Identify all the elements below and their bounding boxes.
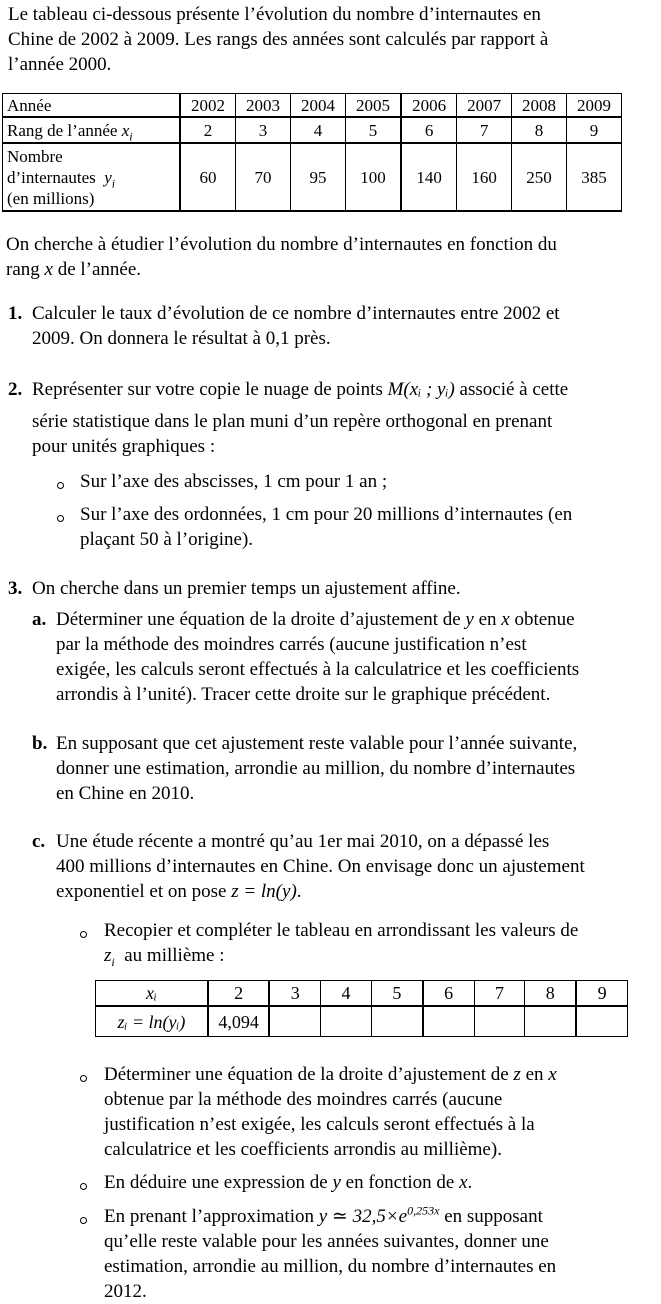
year-cell: 2006	[401, 94, 457, 118]
bullet-item	[80, 502, 572, 552]
bullet-item	[104, 1170, 472, 1195]
table-row-ranks	[96, 981, 628, 1007]
bullet-item	[104, 918, 578, 968]
question-line: exigée, les calculs seront effectués à la calculatrice et les coefficients	[56, 659, 580, 680]
row-label-z: zᵢ = ln(yᵢ)	[96, 1006, 208, 1037]
intro-line: Le tableau ci-dessous présente l’évolution du nombre d’internautes en	[8, 4, 541, 25]
log-values-table	[95, 980, 628, 1037]
subquestion-label: a.	[32, 609, 47, 630]
var-x: x	[459, 1172, 468, 1193]
text: Déterminer une équation de la droite d’ajustement de	[104, 1064, 509, 1085]
year-cell: 2002	[180, 94, 236, 118]
subscript-i: i	[129, 128, 133, 143]
z-value-cell	[474, 1006, 525, 1037]
bullet-item: Sur l’axe des abscisses, 1 cm pour 1 an ;	[80, 471, 388, 492]
rank-variable	[121, 120, 133, 143]
bullet-item	[104, 1062, 557, 1162]
count-cell: 160	[457, 143, 512, 211]
bullet-line	[104, 1204, 556, 1229]
z-value-cell	[321, 1006, 372, 1037]
question-line: Une étude récente a montré qu’au 1er mai 2010, on a dépassé les	[56, 831, 550, 852]
count-label-line: Nombre	[7, 146, 63, 166]
var-z	[104, 945, 115, 969]
bullet-item	[104, 1204, 556, 1304]
text: Déterminer une équation de la droite d’ajustement de	[56, 609, 461, 630]
question-line: 400 millions d’internautes en Chine. On envisage donc un ajustement	[56, 856, 585, 877]
var-z: z	[513, 1064, 521, 1085]
var-x: x	[501, 609, 510, 630]
text: exponentiel et on pose	[56, 881, 227, 902]
question-2	[32, 377, 568, 459]
question-line: série statistique dans le plan muni d’un repère orthogonal en prenant	[32, 411, 553, 432]
year-cell: 2005	[345, 94, 401, 118]
z-value-cell	[576, 1006, 627, 1037]
table-row-z	[96, 1006, 628, 1037]
rank-cell: 6	[423, 981, 474, 1007]
z-value-cell: 4,094	[208, 1006, 269, 1037]
bullet-line: plaçant 50 à l’origine).	[80, 529, 254, 550]
rank-label-text: Rang de l’année	[7, 120, 118, 140]
intro-line: l’année 2000.	[8, 54, 112, 75]
count-variable	[104, 167, 116, 190]
point-formula: M(xᵢ ; yᵢ)	[387, 379, 455, 400]
bullet-line: qu’elle reste valable pour les années suivantes, donner une	[104, 1231, 549, 1252]
row-label-year: Année	[3, 94, 181, 118]
text: .	[467, 1172, 473, 1193]
intro-paragraph	[8, 2, 548, 77]
question-line: donner une estimation, arrondie au million, du nombre d’internautes	[56, 758, 576, 779]
subscript-i: i	[111, 954, 115, 969]
table-row-years	[3, 94, 622, 118]
bullet-icon	[80, 1183, 87, 1190]
rank-cell: 2	[208, 981, 269, 1007]
subscript-i: i	[111, 175, 116, 190]
rank-cell: 2	[180, 117, 236, 143]
rank-cell: 4	[291, 117, 346, 143]
formula-exponent: 0,253x	[407, 1203, 440, 1218]
text: en supposant	[444, 1206, 543, 1227]
year-cell: 2003	[236, 94, 291, 118]
count-label-text: d’internautes	[7, 167, 96, 187]
text: En déduire une expression de	[104, 1172, 328, 1193]
rank-cell: 8	[525, 981, 576, 1007]
count-cell: 140	[401, 143, 457, 211]
bullet-line: Recopier et compléter le tableau en arrondissant les valeurs de	[104, 920, 579, 941]
text: Représenter sur votre copie le nuage de points	[32, 379, 383, 400]
question-line: arrondis à l’unité). Tracer cette droite sur le graphique précédent.	[56, 684, 551, 705]
bullet-icon	[80, 1075, 87, 1082]
question-line: pour unités graphiques :	[32, 436, 216, 457]
count-label-line: (en millions)	[7, 188, 95, 208]
var-x: x	[548, 1064, 557, 1085]
rank-cell: 5	[345, 117, 401, 143]
context-paragraph	[6, 232, 557, 282]
bullet-line: justification n’est exigée, les calculs seront effectués à la	[104, 1114, 535, 1135]
count-cell: 385	[566, 143, 621, 211]
text: .	[296, 881, 302, 902]
formula-base: y ≃ 32,5×e	[318, 1206, 408, 1227]
bullet-line: obtenue par la méthode des moindres carrés (aucune	[104, 1089, 503, 1110]
text: en	[478, 609, 497, 630]
count-label-line	[7, 167, 175, 188]
var-z-letter: z	[104, 945, 112, 966]
bullet-icon	[57, 482, 64, 489]
bullet-line	[104, 1062, 557, 1087]
question-line: Calculer le taux d’évolution de ce nombre d’internautes entre 2002 et	[32, 303, 560, 324]
question-1	[32, 301, 560, 351]
question-3b	[56, 731, 577, 806]
rank-cell: 3	[269, 981, 320, 1007]
z-value-cell	[269, 1006, 320, 1037]
subquestion-label: c.	[32, 831, 46, 852]
row-label-rank	[3, 117, 181, 143]
intro-line: Chine de 2002 à 2009. Les rangs des années sont calculés par rapport à	[8, 29, 549, 50]
question-line	[56, 879, 585, 904]
bullet-line: calculatrice et les coefficients arrondis au millième).	[104, 1139, 502, 1160]
count-cell: 250	[512, 143, 567, 211]
row-label-count	[3, 143, 181, 211]
count-cell: 70	[236, 143, 291, 211]
var-x: x	[121, 120, 130, 140]
rank-cell: 3	[236, 117, 291, 143]
question-line: par la méthode des moindres carrés (aucune justification n’est	[56, 634, 527, 655]
text: associé à cette	[459, 379, 569, 400]
year-cell: 2007	[457, 94, 512, 118]
rank-cell: 5	[371, 981, 422, 1007]
count-cell: 100	[345, 143, 401, 211]
z-value-cell	[423, 1006, 474, 1037]
question-3a	[56, 607, 579, 707]
question-3-intro: On cherche dans un premier temps un ajustement affine.	[32, 578, 461, 599]
rank-cell: 6	[401, 117, 457, 143]
z-value-cell	[371, 1006, 422, 1037]
rank-cell: 8	[512, 117, 567, 143]
rank-cell: 7	[457, 117, 512, 143]
bullet-line	[104, 943, 578, 968]
table-row-ranks	[3, 117, 622, 143]
question-3c	[56, 829, 585, 904]
row-label-x: xᵢ	[96, 981, 208, 1007]
question-number: 3.	[8, 578, 23, 599]
count-cell: 95	[291, 143, 346, 211]
year-cell: 2009	[566, 94, 621, 118]
approx-formula	[318, 1203, 440, 1227]
text: de l’année.	[57, 259, 142, 280]
bullet-line: 2012.	[104, 1281, 147, 1302]
internet-users-table	[2, 93, 622, 212]
text: obtenue	[514, 609, 575, 630]
bullet-icon	[80, 1217, 87, 1224]
z-value-cell	[525, 1006, 576, 1037]
rank-cell: 9	[566, 117, 621, 143]
context-line: On cherche à étudier l’évolution du nombre d’internautes en fonction du	[6, 234, 557, 255]
var-y: y	[104, 167, 112, 187]
year-cell: 2004	[291, 94, 346, 118]
question-line	[32, 377, 568, 402]
rank-cell: 4	[321, 981, 372, 1007]
year-cell: 2008	[512, 94, 567, 118]
var-x: x	[44, 259, 53, 280]
text: au millième :	[124, 945, 225, 966]
bullet-icon	[57, 515, 64, 522]
var-y: y	[332, 1172, 341, 1193]
count-cell: 60	[180, 143, 236, 211]
question-number: 1.	[8, 303, 23, 324]
bullet-line: Sur l’axe des ordonnées, 1 cm pour 20 millions d’internautes (en	[80, 504, 573, 525]
table-row-counts	[3, 143, 622, 211]
question-line: 2009. On donnera le résultat à 0,1 près.	[32, 328, 331, 349]
text: en fonction de	[345, 1172, 455, 1193]
text: En prenant l’approximation	[104, 1206, 314, 1227]
question-number: 2.	[8, 379, 23, 400]
bullet-line: estimation, arrondie au million, du nombre d’internautes en	[104, 1256, 557, 1277]
text: en	[525, 1064, 544, 1085]
z-formula: z = ln(y)	[231, 881, 297, 902]
question-line: En supposant que cet ajustement reste valable pour l’année suivante,	[56, 733, 578, 754]
rank-cell: 7	[474, 981, 525, 1007]
text: rang	[6, 259, 40, 280]
rank-cell: 9	[576, 981, 627, 1007]
context-line	[6, 257, 557, 282]
question-line	[56, 607, 579, 632]
subquestion-label: b.	[32, 733, 48, 754]
bullet-icon	[80, 931, 87, 938]
question-line: en Chine en 2010.	[56, 783, 195, 804]
var-y: y	[465, 609, 474, 630]
